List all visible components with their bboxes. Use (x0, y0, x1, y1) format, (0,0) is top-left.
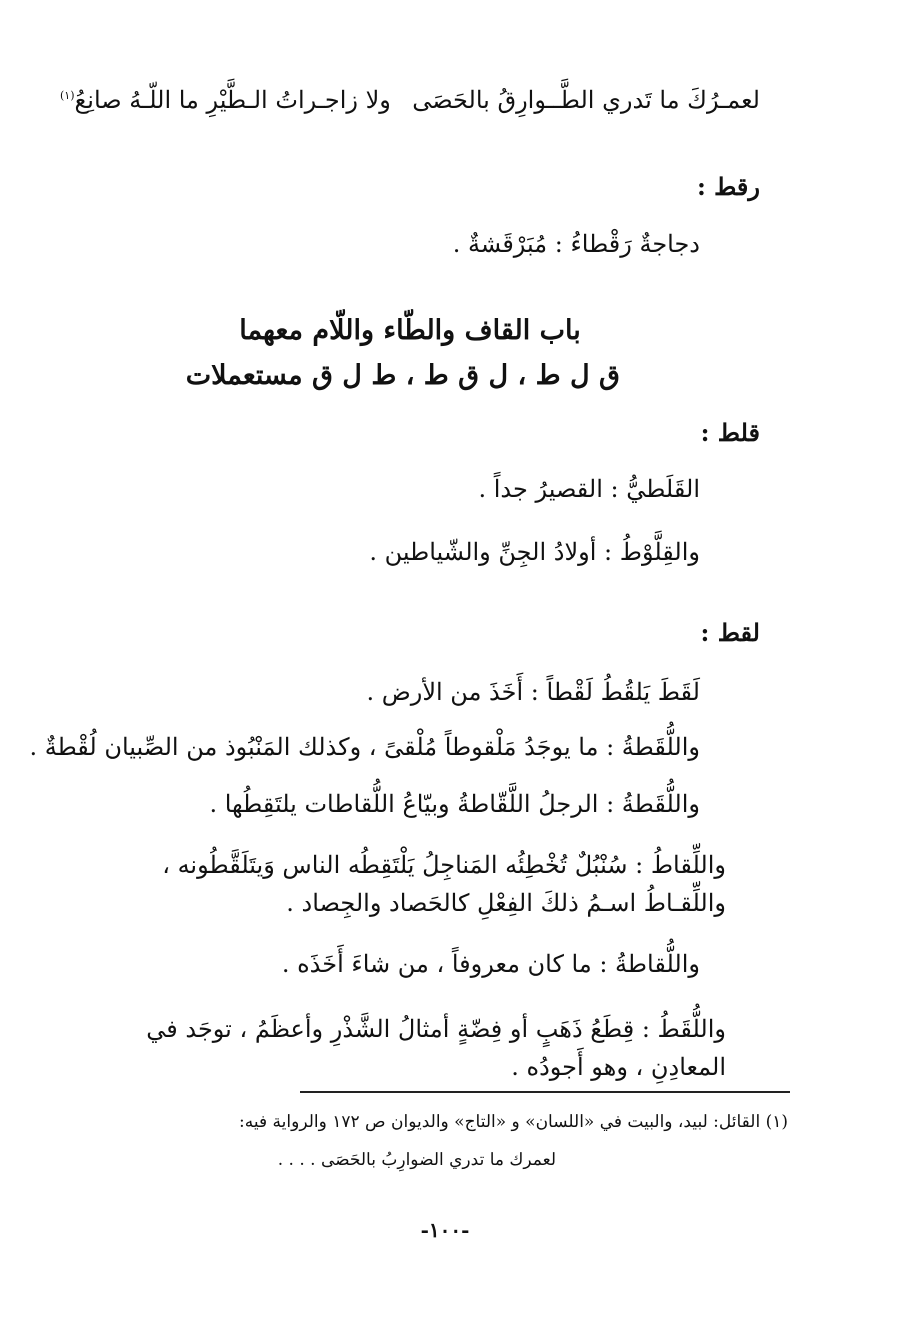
entry-laqat-5: واللُّقاطةُ : ما كان معروفاً ، من شاءَ أَخَذَه . (281, 950, 700, 978)
root-heading-qalat: قلط : (700, 418, 760, 447)
opening-verse (60, 86, 760, 126)
footnote-line-2: لعمرك ما تدري الضوارِبُ بالحَصَى . . . . (277, 1150, 556, 1170)
entry-laqat-2: واللُّقَطةُ : ما يوجَدُ مَلْقوطاً مُلْقىً ، وكذلك المَنْبُوذ من الصِّبيان لُقْطةٌ . (29, 733, 700, 761)
root-heading-raqat: رقط : (696, 172, 760, 201)
footnote-divider (300, 1091, 790, 1093)
footnote-marker: (١) (60, 89, 75, 102)
footnote-line-1: (١) القائل: لبيد، والبيت في «اللسان» و «التاج» والديوان ص ١٧٢ والرواية فيه: (239, 1112, 788, 1132)
entry-laqat-4: واللِّقاطُ : سُنْبُلٌ تُخْطِئُه المَناجِلُ يَلْتَقِطُه الناس وَيتَلَقَّطُونه ، واللِّقـاطُ اسـمُ ذلكَ الفِعْلِ كالحَصاد والجِصاد . (162, 851, 726, 917)
entry-laqat-3: واللُّقَطةُ : الرجلُ اللَّقّاطةُ وبيّاعُ اللُّقاطات يلتَقِطُها . (209, 790, 700, 818)
page-number: -١٠٠- (420, 1218, 470, 1242)
verse-second-hemistich-text: ولا زاجـراتُ الـطَّيْرِ ما اللّـهُ صانِعُ (74, 86, 391, 114)
chapter-subtitle: ق ل ط ، ل ق ط ، ط ل ق مستعملات (185, 360, 620, 391)
entry-laqat-1: لَقَطَ يَلقُطُ لَقْطاً : أَخَذَ من الأرض . (366, 678, 700, 706)
entry-laqat-6: واللُّقَطُ : قِطَعُ ذَهَبٍ أو فِضّةٍ أمثالُ الشَّذْرِ وأعظَمُ ، توجَد في المعادِنِ ، وهو أَجودُه . (146, 1015, 726, 1081)
entry-qalat-1: القَلَطيُّ : القصيرُ جداً . (478, 475, 700, 503)
chapter-title: باب القاف والطّاء واللّام معهما (239, 315, 581, 346)
root-heading-laqat: لقط : (700, 618, 760, 647)
entry-qalat-2: والقِلَّوْطُ : أولادُ الجِنِّ والشّياطين . (369, 538, 700, 566)
entry-raqat-1: دجاجةٌ رَقْطاءُ : مُبَرْقَشةٌ . (452, 230, 700, 258)
verse-first-hemistich: لعمـرُكَ ما تَدري الطَّــوارِقُ بالحَصَى (412, 86, 760, 114)
verse-second-hemistich (60, 86, 391, 114)
